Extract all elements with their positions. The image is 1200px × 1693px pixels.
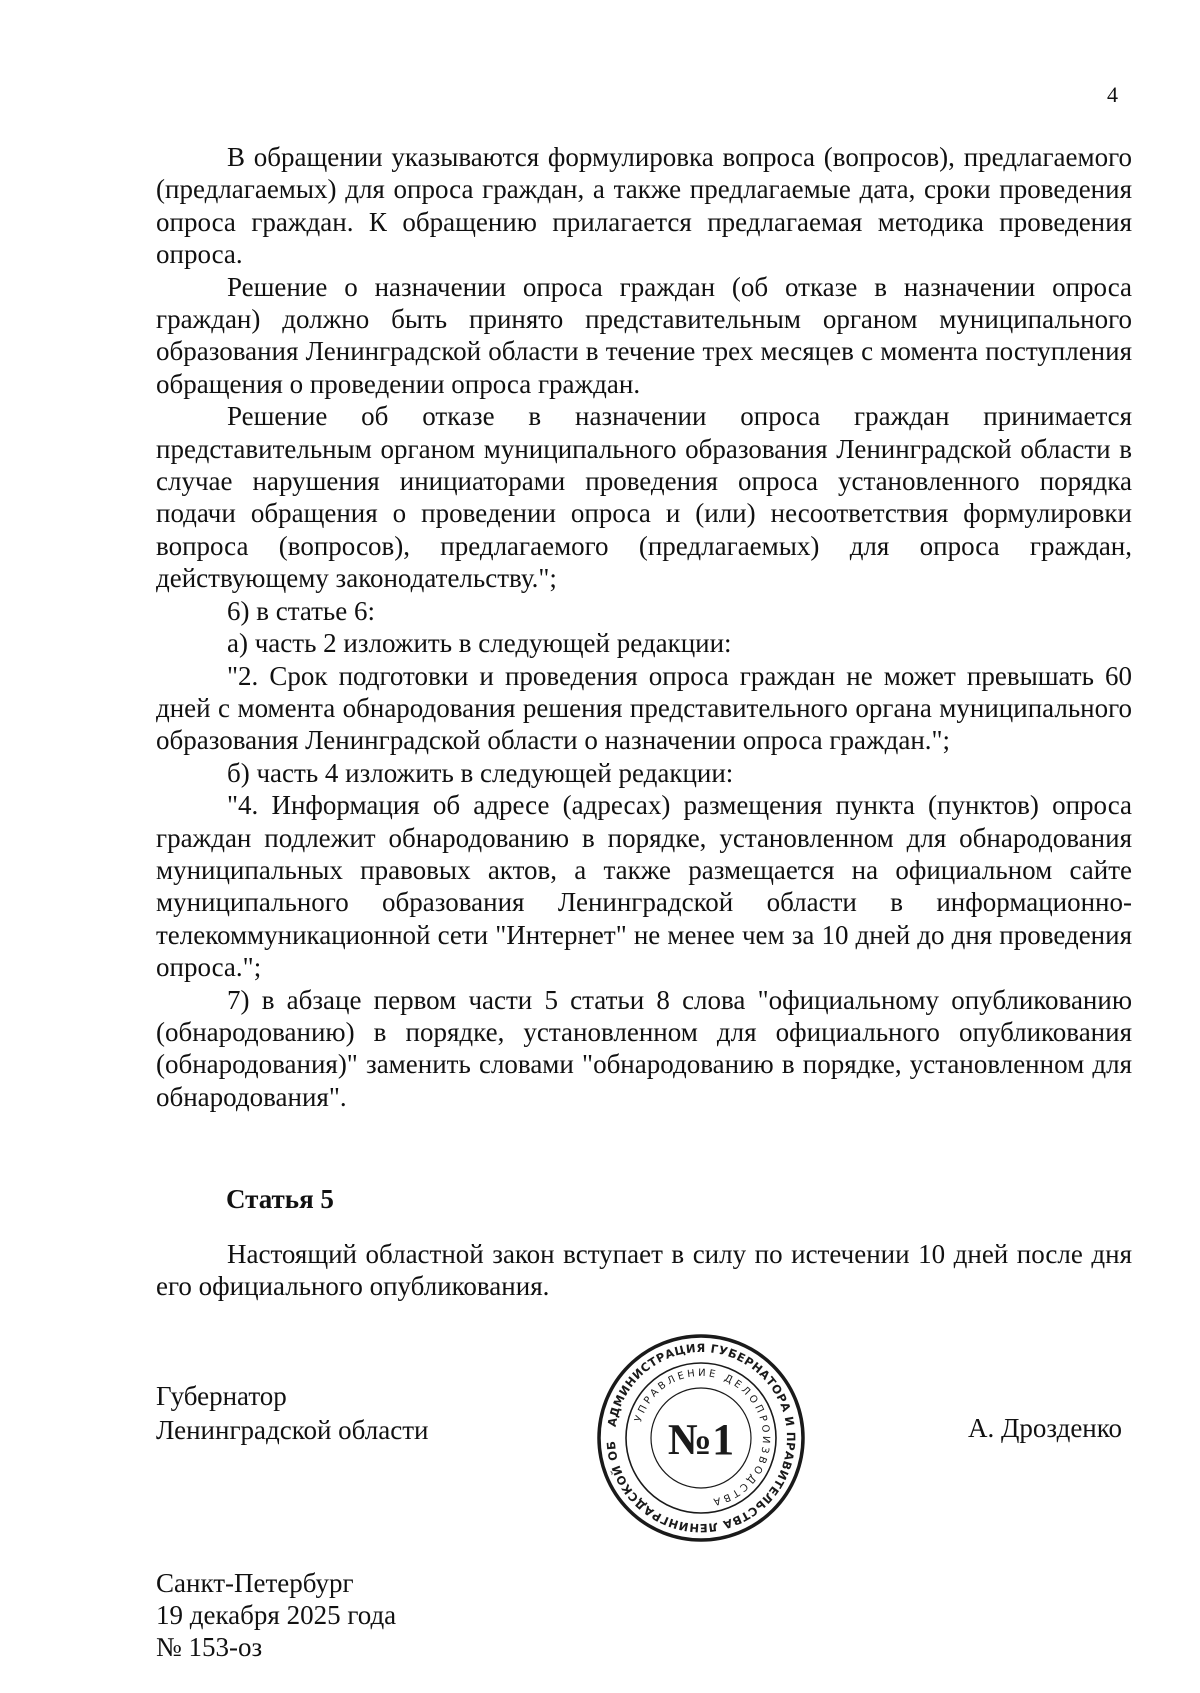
signatory-title-line: Ленинградской области (156, 1415, 429, 1445)
signatory-title (156, 1379, 428, 1447)
seal-inner-text: УПРАВЛЕНИЕ ДЕЛОПРОИЗВОДСТВА (633, 1367, 772, 1508)
law-number: № 153-оз (156, 1632, 263, 1662)
body-paragraph: "2. Срок подготовки и проведения опроса граждан не может превышать 60 дней с момента обнародования решения представительного органа муниципального образования Ленинградской области о назначении опроса граждан."; (156, 660, 1132, 756)
place-date-block (156, 1567, 396, 1663)
seal-outer-text: АДМИНИСТРАЦИЯ ГУБЕРНАТОРА И ПРАВИТЕЛЬСТВА ЛЕНИНГРАДСКОЙ ОБ (603, 1340, 799, 1536)
body-paragraph: Решение о назначении опроса граждан (об отказе в назначении опроса граждан) должно быть принято представительным органом муниципального образования Ленинградской области в течение трех месяцев с момента поступления обращения о проведении опроса граждан. (156, 271, 1132, 399)
article-heading: Статья 5 (226, 1184, 334, 1214)
signing-date: 19 декабря 2025 года (156, 1600, 397, 1630)
body-paragraph: 6) в статье 6: (227, 595, 375, 626)
seal-icon (596, 1333, 806, 1543)
body-paragraph: В обращении указываются формулировка вопроса (вопросов), предлагаемого (предлагаемых) для опроса граждан, а также предлагаемые дата, сроки проведения опроса граждан. К обращению прилагается предлагаемая методика проведения опроса. (156, 142, 1132, 270)
seal-number: №1 (667, 1415, 735, 1464)
article-text: Настоящий областной закон вступает в силу по истечении 10 дней после дня его официального опубликования. (156, 1239, 1132, 1302)
body-paragraph: Решение об отказе в назначении опроса граждан принимается представительным органом муниципального образования Ленинградской области в случае нарушения инициаторами проведения опроса установленного порядка подачи обращения о проведении опроса и (или) несоответствия формулировки вопроса (вопросов), предлагаемого (предлагаемых) для опроса граждан, действующему законодательству."; (156, 401, 1132, 594)
body-paragraph: б) часть 4 изложить в следующей редакции: (227, 757, 734, 788)
body-paragraph: 7) в абзаце первом части 5 статьи 8 слова "официальному опубликованию (обнародованию) в порядке, установленном для официального опубликования (обнародования)" заменить словами "обнародованию в порядке, установленном для обнародования". (156, 984, 1132, 1112)
document-body (156, 141, 1132, 1113)
signer-name: А. Дрозденко (967, 1413, 1122, 1443)
official-seal (596, 1333, 806, 1543)
page-number: 4 (1107, 82, 1118, 107)
signatory-title-line: Губернатор (156, 1381, 287, 1411)
signing-city: Санкт-Петербург (156, 1568, 354, 1598)
body-paragraph: а) часть 2 изложить в следующей редакции: (227, 628, 732, 659)
body-paragraph: "4. Информация об адресе (адресах) размещения пункта (пунктов) опроса граждан подлежит обнародованию в порядке, установленном для обнародования муниципальных правовых актов, а также размещается на официальном сайте муниципального образования Ленинградской области в информационно-телекоммуникационной сети "Интернет" не менее чем за 10 дней до дня проведения опроса."; (156, 790, 1132, 983)
